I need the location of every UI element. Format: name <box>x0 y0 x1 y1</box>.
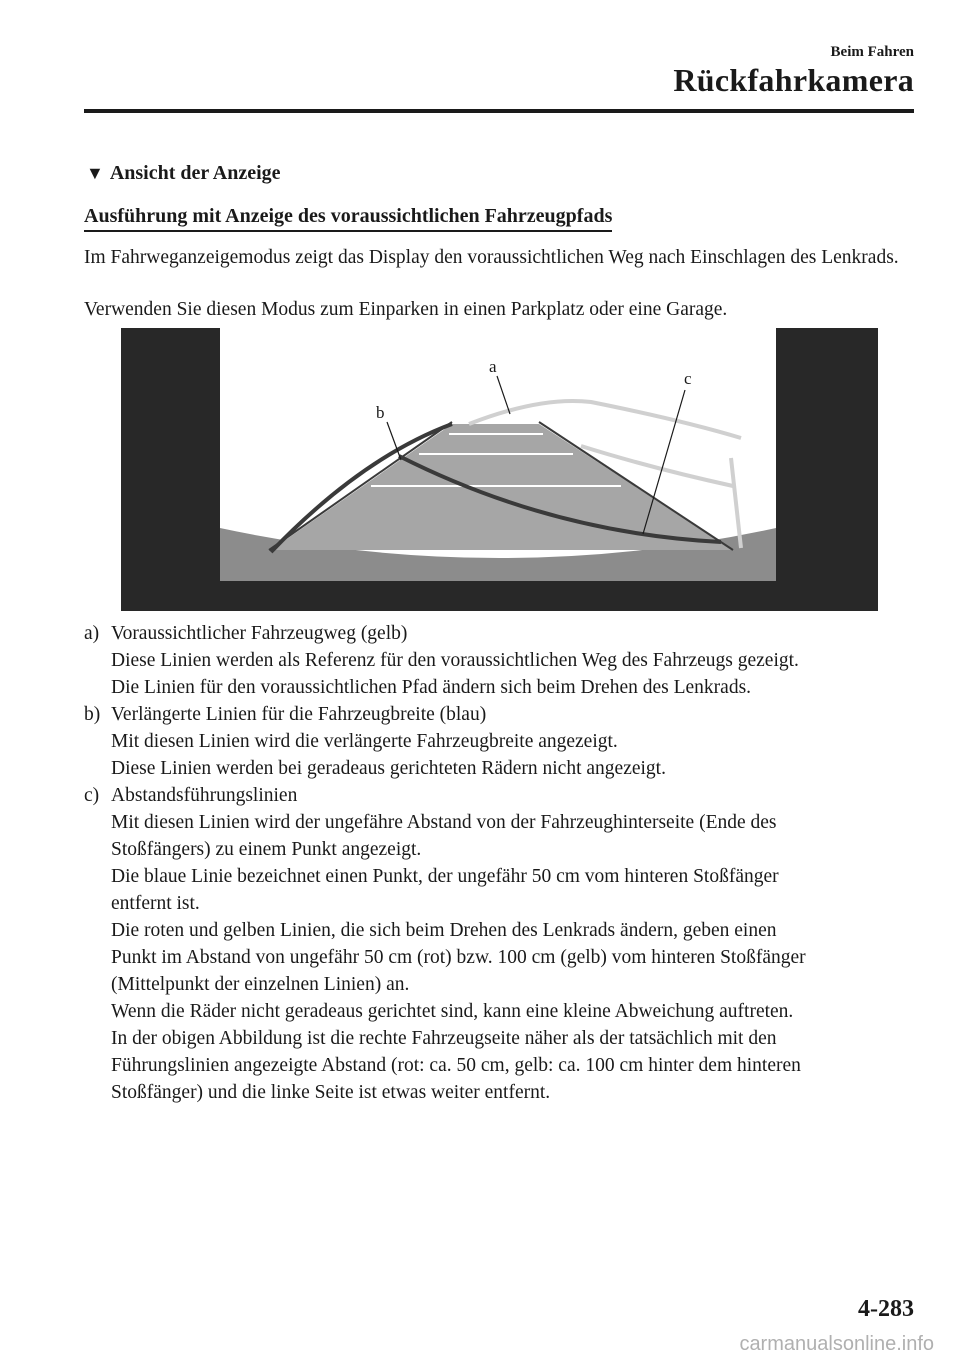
legend-line: Stoßfänger) und die linke Seite ist etwas weiter entfernt. <box>111 1082 551 1103</box>
legend-line: Die Linien für den voraussichtlichen Pfad ändern sich beim Drehen des Lenkrads. <box>111 677 752 698</box>
legend-content-c <box>111 782 924 1106</box>
subheading: Ausführung mit Anzeige des voraussichtlichen Fahrzeugpfads <box>84 205 612 232</box>
callout-a: a <box>489 357 497 376</box>
triangle-marker-icon: ▼ <box>86 163 104 183</box>
legend-list <box>84 620 924 1106</box>
legend-item-a <box>84 620 924 701</box>
intro-paragraph-2: Verwenden Sie diesen Modus zum Einparken in einen Parkplatz oder eine Garage. <box>84 299 728 320</box>
header-chapter: Beim Fahren <box>830 44 914 60</box>
legend-line: Voraussichtlicher Fahrzeugweg (gelb) <box>111 623 408 644</box>
header-rule <box>84 109 914 113</box>
legend-line: Mit diesen Linien wird die verlängerte Fahrzeugbreite angezeigt. <box>111 731 618 752</box>
legend-key-c: c) <box>84 785 100 806</box>
legend-line: Mit diesen Linien wird der ungefähre Abstand von der Fahrzeughinterseite (Ende des <box>111 812 777 833</box>
legend-line: Diese Linien werden als Referenz für den voraussichtlichen Weg des Fahrzeugs gezeigt. <box>111 650 799 671</box>
legend-line: Stoßfängers) zu einem Punkt angezeigt. <box>111 839 422 860</box>
legend-line: Verlängerte Linien für die Fahrzeugbreite (blau) <box>111 704 487 725</box>
legend-content-b <box>111 701 924 782</box>
page-title: Rückfahrkamera <box>673 62 914 98</box>
legend-line: Die roten und gelben Linien, die sich beim Drehen des Lenkrads ändern, geben einen <box>111 920 777 941</box>
intro-paragraph-1: Im Fahrweganzeigemodus zeigt das Display den voraussichtlichen Weg nach Einschlagen des Lenkrads. <box>84 247 899 268</box>
callout-c: c <box>684 369 692 388</box>
camera-display-illustration <box>121 328 878 611</box>
page-number: 4-283 <box>858 1296 914 1322</box>
legend-line: Die blaue Linie bezeichnet einen Punkt, der ungefähr 50 cm vom hinteren Stoßfänger <box>111 866 779 887</box>
legend-line: Diese Linien werden bei geradeaus gerichteten Rädern nicht angezeigt. <box>111 758 666 779</box>
legend-line: Wenn die Räder nicht geradeaus gerichtet sind, kann eine kleine Abweichung auftreten. <box>111 1001 794 1022</box>
callout-b: b <box>376 403 385 422</box>
legend-key-a: a) <box>84 623 100 644</box>
legend-item-b <box>84 701 924 782</box>
legend-item-c <box>84 782 924 1106</box>
legend-key-b: b) <box>84 704 101 725</box>
legend-line: Punkt im Abstand von ungefähr 50 cm (rot) bzw. 100 cm (gelb) vom hinteren Stoßfänger <box>111 947 806 968</box>
legend-line: Führungslinien angezeigte Abstand (rot: ca. 50 cm, gelb: ca. 100 cm hinter dem hinteren <box>111 1055 801 1076</box>
legend-line: Abstandsführungslinien <box>111 785 298 806</box>
legend-line: (Mittelpunkt der einzelnen Linien) an. <box>111 974 410 995</box>
section-heading-text: Ansicht der Anzeige <box>109 162 281 184</box>
section-heading <box>86 162 281 185</box>
watermark-link[interactable]: carmanualsonline.info <box>739 1333 934 1355</box>
legend-line: entfernt ist. <box>111 893 200 914</box>
legend-line: In der obigen Abbildung ist die rechte Fahrzeugseite näher als der tatsächlich mit den <box>111 1028 777 1049</box>
legend-content-a <box>111 620 924 701</box>
